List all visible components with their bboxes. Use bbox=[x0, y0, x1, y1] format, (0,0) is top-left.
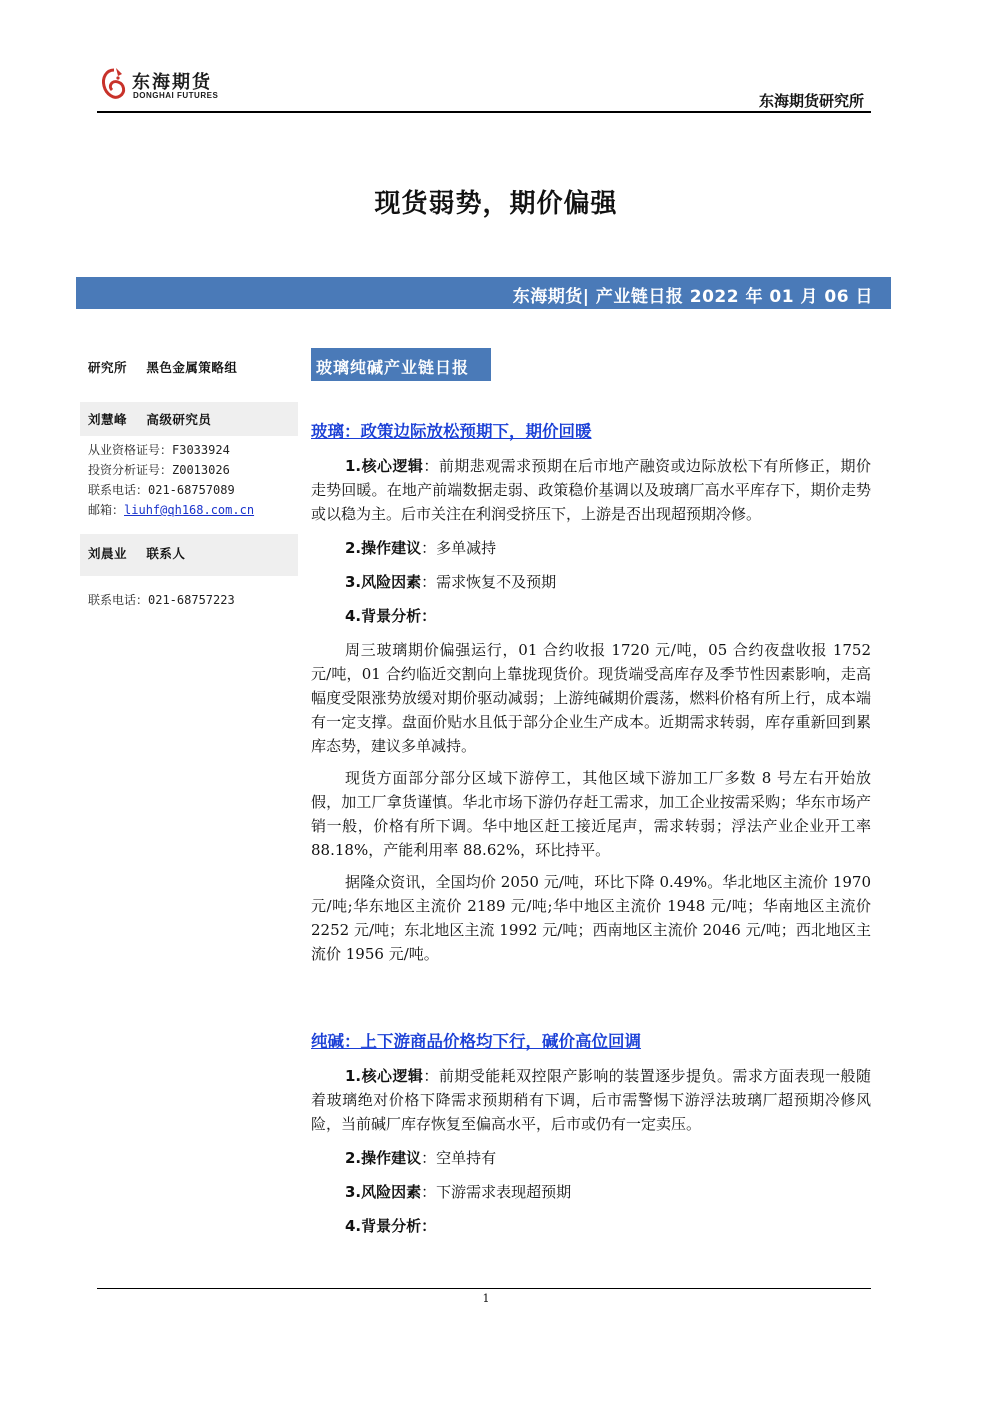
logo-name-cn: 东海期货 bbox=[132, 72, 212, 93]
soda-background-label: 4.背景分析： bbox=[345, 1217, 437, 1235]
soda-advice: 2.操作建议：空单持有 bbox=[345, 1149, 497, 1167]
email-link[interactable]: liuhf@qh168.com.cn bbox=[124, 503, 255, 517]
page-number: 1 bbox=[482, 1292, 490, 1305]
report-band-text: 东海期货| 产业链日报 2022 年 01 月 06 日 bbox=[512, 287, 873, 307]
section-tag-label: 玻璃纯碱产业链日报 bbox=[316, 358, 470, 377]
header-institute: 东海期货研究所 bbox=[758, 92, 864, 110]
author-sidebar bbox=[80, 350, 298, 610]
glass-paragraph-2: 现货方面部分部分区域下游停工，其他区域下游加工厂多数 8 号左右开始放假，加工厂拿货谨慎。华北市场下游仍存赶工需求，加工企业按需采购；华东市场产销一般，价格有所下调。华中地区赶工接近尾声，需求转弱；浮法产业企业开工率 88.18%，产能利用率 88.62%，环比持平。 bbox=[311, 769, 871, 859]
soda-risk: 3.风险因素：下游需求表现超预期 bbox=[345, 1183, 572, 1201]
glass-heading: 玻璃：政策边际放松预期下，期价回暖 bbox=[311, 422, 592, 441]
soda-section bbox=[311, 1030, 871, 1238]
analysis-cert-number: 投资分析证号：Z0013026 bbox=[88, 463, 230, 477]
contact-phone: 联系电话：021-68757223 bbox=[88, 593, 235, 607]
glass-background-label: 4.背景分析： bbox=[345, 607, 437, 625]
soda-core-logic: 1.核心逻辑：前期受能耗双控限产影响的装置逐步提负。需求方面表现一般随着玻璃绝对价格下降需求预期稍有下调，后市需警惕下游浮法玻璃厂超预期冷修风险，当前碱厂库存恢复至偏高水平，后市或仍有一定卖压。 bbox=[311, 1067, 871, 1133]
page-title: 现货弱势，期价偏强 bbox=[374, 189, 618, 219]
header-divider bbox=[97, 111, 871, 113]
analyst-email-row bbox=[80, 500, 298, 520]
logo-name-en: DONGHAI FUTURES bbox=[133, 91, 219, 100]
analyst-name: 刘慧峰 高级研究员 bbox=[80, 402, 298, 436]
dragon-logo-icon bbox=[98, 66, 130, 106]
section-tag bbox=[311, 348, 491, 381]
contact-name: 刘晨业 联系人 bbox=[80, 534, 298, 576]
company-logo bbox=[98, 66, 228, 108]
qualification-number: 从业资格证号：F3033924 bbox=[88, 443, 230, 457]
glass-risk: 3.风险因素：需求恢复不及预期 bbox=[345, 573, 557, 591]
glass-paragraph-3: 据隆众资讯，全国均价 2050 元/吨，环比下降 0.49%。华北地区主流价 1970 元/吨;华东地区主流价 2189 元/吨;华中地区主流价 1948 元/吨；华南地区主流价 2252 元/吨；东北地区主流 1992 元/吨；西南地区主流价 2046 元/吨；西北地区主流价 1956 元/吨。 bbox=[311, 873, 871, 963]
glass-core-logic: 1.核心逻辑：前期悲观需求预期在后市地产融资或边际放松下有所修正，期价走势回暖。在地产前端数据走弱、政策稳价基调以及玻璃厂高水平库存下，期价走势或以稳为主。后市关注在利润受挤压下，上游是否出现超预期冷修。 bbox=[311, 457, 871, 523]
soda-heading: 纯碱：上下游商品价格均下行，碱价高位回调 bbox=[311, 1032, 641, 1051]
glass-section bbox=[311, 420, 871, 966]
research-group: 研究所 黑色金属策略组 bbox=[80, 350, 298, 384]
email-label: 邮箱： bbox=[88, 503, 125, 517]
glass-paragraph-1: 周三玻璃期价偏强运行，01 合约收报 1720 元/吨，05 合约夜盘收报 1752 元/吨，01 合约临近交割向上靠拢现货价。现货端受高库存及季节性因素影响，走高幅度受限涨势放缓对期价驱动减弱；上游纯碱期价震荡，燃料价格有所上行，成本端有一定支撑。盘面价贴水且低于部分企业生产成本。近期需求转弱，库存重新回到累库态势，建议多单减持。 bbox=[311, 641, 871, 755]
analyst-phone: 联系电话：021-68757089 bbox=[88, 483, 235, 497]
footer-divider bbox=[97, 1288, 871, 1289]
report-band bbox=[76, 277, 891, 309]
glass-advice: 2.操作建议：多单减持 bbox=[345, 539, 497, 557]
